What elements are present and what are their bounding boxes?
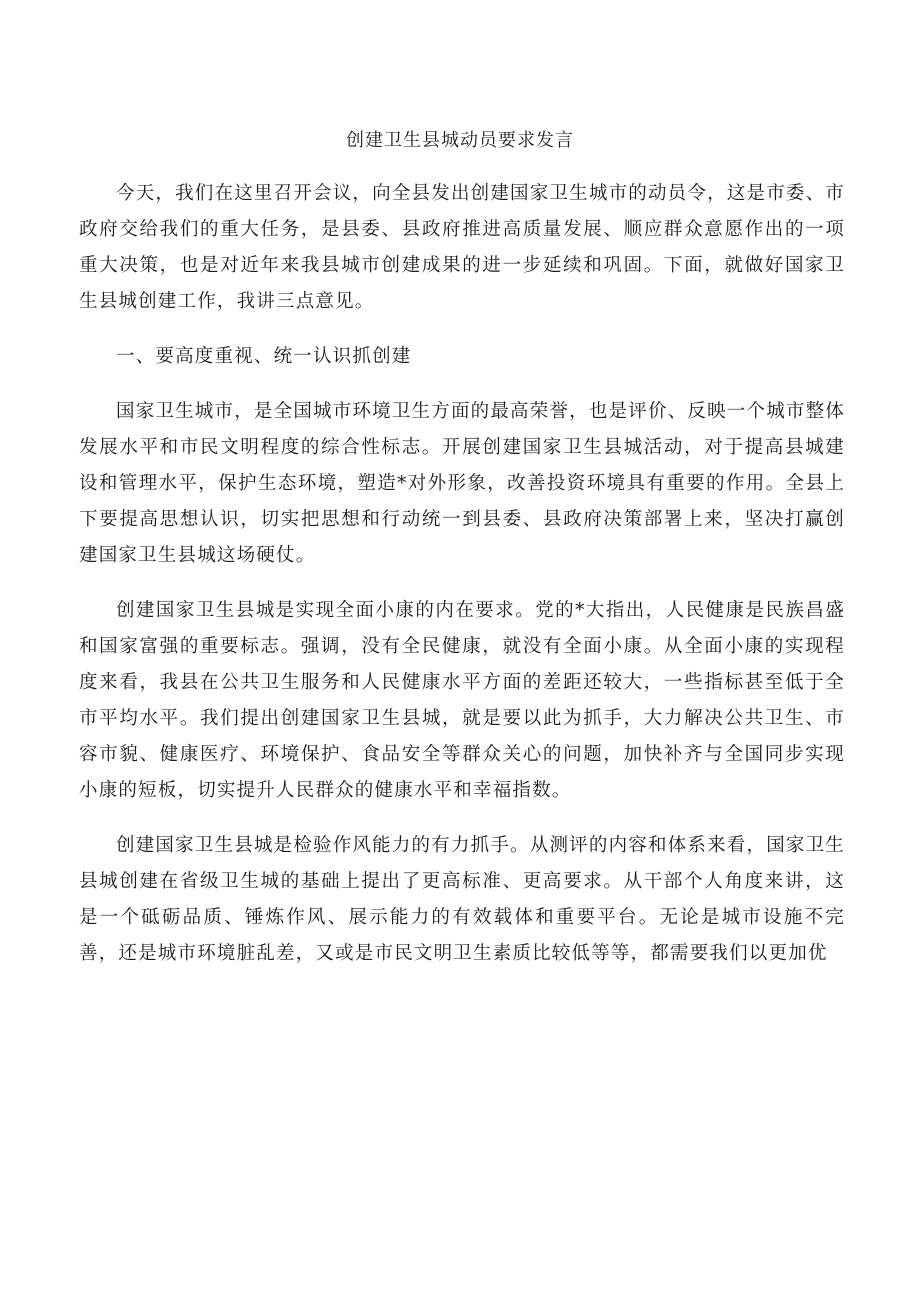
- document-title: 创建卫生县城动员要求发言: [346, 130, 574, 151]
- document-body: [79, 176, 845, 972]
- paragraph-xiaokang: 创建国家卫生县城是实现全面小康的内在要求。党的*大指出，人民健康是民族昌盛和国家富强的重要标志。强调，没有全民健康，就没有全面小康。从全面小康的实现程度来看，我县在公共卫生服务和人民健康水平方面的差距还较大，一些指标甚至低于全市平均水平。我们提出创建国家卫生县城，就是要以此为抓手，大力解决公共卫生、市容市貌、健康医疗、环境保护、食品安全等群众关心的问题，加快补齐与全国同步实现小康的短板，切实提升人民群众的健康水平和幸福指数。: [79, 600, 845, 801]
- paragraph-section-1-overview: 国家卫生城市，是全国城市环境卫生方面的最高荣誉，也是评价、反映一个城市整体发展水平和市民文明程度的综合性标志。开展创建国家卫生县城活动，对于提高县城建设和管理水平，保护生态环境，塑造*对外形象，改善投资环境具有重要的作用。全县上下要提高思想认识，切实把思想和行动统一到县委、县政府决策部署上来，坚决打赢创建国家卫生县城这场硬仗。: [79, 401, 845, 566]
- section-heading-1: 一、要高度重视、统一认识抓创建: [116, 346, 412, 367]
- paragraph-work-style: 创建国家卫生县城是检验作风能力的有力抓手。从测评的内容和体系来看，国家卫生县城创建在省级卫生城的基础上提出了更高标准、更高要求。从干部个人角度来讲，这是一个砥砺品质、锤炼作风、展示能力的有效载体和重要平台。无论是城市设施不完善，还是城市环境脏乱差，又或是市民文明卫生素质比较低等等，都需要我们以更加优: [79, 835, 845, 964]
- paragraph-intro: 今天，我们在这里召开会议，向全县发出创建国家卫生城市的动员令，这是市委、市政府交给我们的重大任务，是县委、县政府推进高质量发展、顺应群众意愿作出的一项重大决策，也是对近年来我县城市创建成果的进一步延续和巩固。下面，就做好国家卫生县城创建工作，我讲三点意见。: [79, 183, 845, 312]
